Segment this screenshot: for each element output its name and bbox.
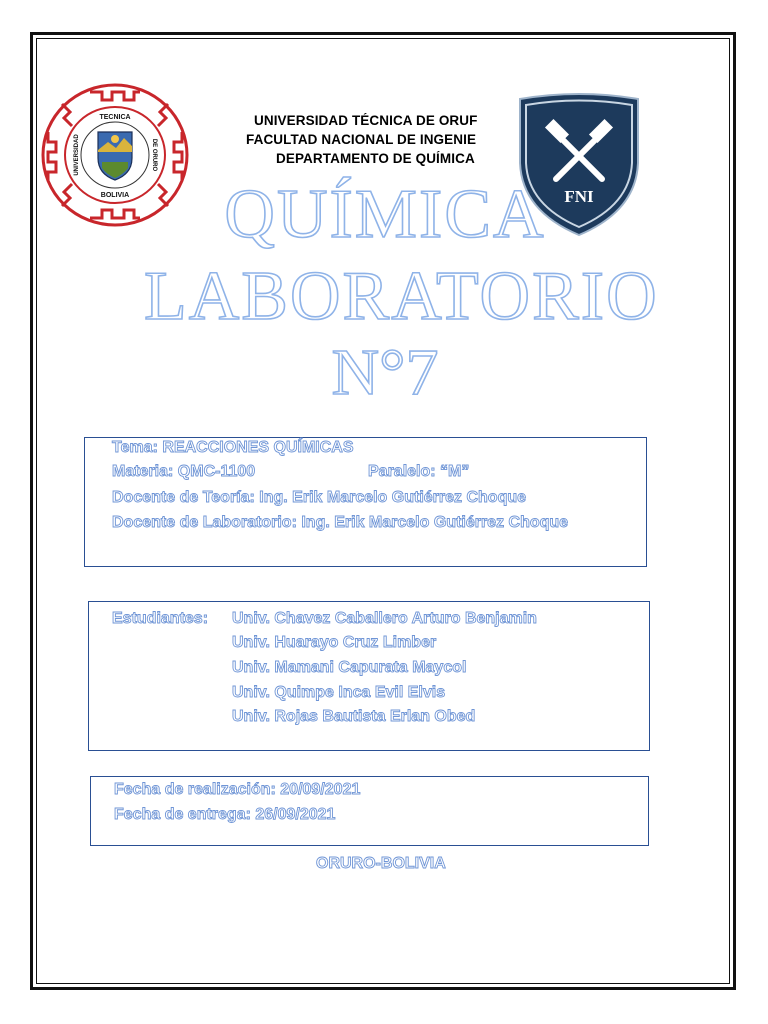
subject-text: Materia: QMC-1100 bbox=[112, 463, 256, 480]
lab-teacher-text: Docente de Laboratorio: Ing. Erik Marcelo Gutiérrez Choque bbox=[112, 514, 569, 531]
faculty-name: FACULTAD NACIONAL DE INGENIE bbox=[246, 132, 477, 147]
title-laboratorio: LABORATORIO bbox=[144, 258, 659, 335]
seal-left-text: UNIVERSIDAD bbox=[74, 134, 80, 176]
location-footer: ORURO-BOLIVIA bbox=[316, 855, 446, 872]
theory-teacher-text: Docente de Teoría: Ing. Erik Marcelo Gutiérrez Choque bbox=[112, 489, 527, 506]
student-name: Univ. Chavez Caballero Arturo Benjamin bbox=[232, 610, 537, 627]
student-name: Univ. Huarayo Cruz Limber bbox=[232, 634, 437, 651]
section-text: Paralelo: “M” bbox=[368, 463, 470, 480]
delivery-date: Fecha de entrega: 26/09/2021 bbox=[114, 806, 336, 823]
seal-right-text: DE ORURO bbox=[151, 138, 157, 172]
seal-top-text: TECNICA bbox=[99, 114, 131, 121]
title-number: N°7 bbox=[331, 336, 439, 409]
student-name: Univ. Quimpe Inca Evil Elvis bbox=[232, 684, 446, 701]
university-seal-logo bbox=[40, 82, 190, 228]
students-label: Estudiantes: bbox=[112, 610, 209, 627]
completion-date: Fecha de realización: 20/09/2021 bbox=[114, 781, 361, 798]
university-name: UNIVERSIDAD TÉCNICA DE ORUF bbox=[254, 113, 478, 128]
shield-text: FNI bbox=[564, 187, 594, 206]
student-name: Univ. Rojas Bautista Erlan Obed bbox=[232, 708, 476, 725]
topic-text: Tema: REACCIONES QUÍMICAS bbox=[112, 439, 354, 456]
department-name: DEPARTAMENTO DE QUÍMICA bbox=[276, 151, 475, 166]
student-name: Univ. Mamani Capurata Maycol bbox=[232, 659, 467, 676]
seal-bottom-text: BOLIVIA bbox=[100, 192, 130, 199]
title-quimica: QUÍMICA bbox=[224, 176, 546, 253]
